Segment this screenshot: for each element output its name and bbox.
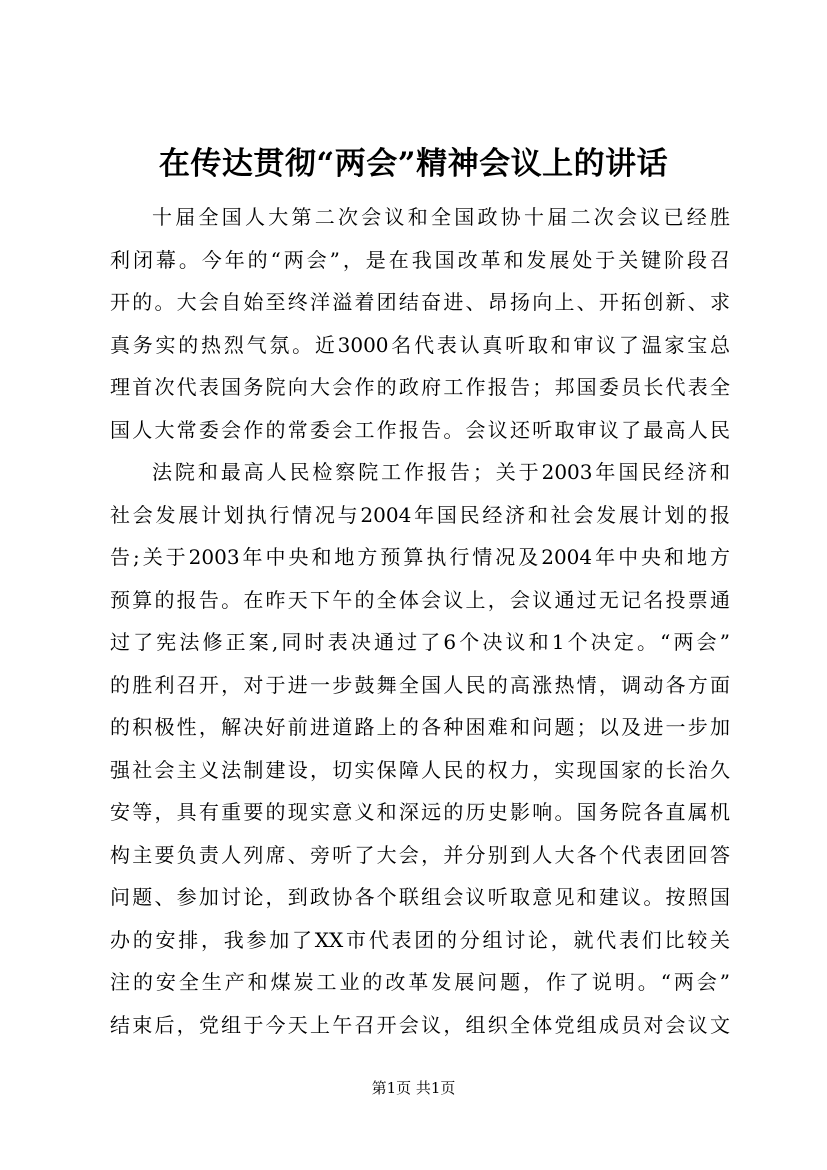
body-line: 结束后，党组于今天上午召开会议，组织全体党组成员对会议文 <box>110 1012 730 1037</box>
body-line: 办的安排，我参加了XX市代表团的分组讨论，就代表们比较关 <box>110 927 730 952</box>
body-line: 预算的报告。在昨天下午的全体会议上，会议通过无记名投票通 <box>110 587 730 612</box>
body-line: 的胜利召开，对于进一步鼓舞全国人民的高涨热情，调动各方面 <box>110 672 730 697</box>
body-line: 问题、参加讨论，到政协各个联组会议听取意见和建议。按照国 <box>110 885 730 909</box>
body-line: 法院和最高人民检察院工作报告；关于2003年国民经济和 <box>152 460 730 484</box>
body-line: 十届全国人大第二次会议和全国政协十届二次会议已经胜 <box>152 205 730 229</box>
body-line: 社会发展计划执行情况与2004年国民经济和社会发展计划的报 <box>110 502 730 527</box>
body-line: 强社会主义法制建设，切实保障人民的权力，实现国家的长治久 <box>110 757 730 782</box>
body-line: 真务实的热烈气氛。近3000名代表认真听取和审议了温家宝总 <box>110 332 730 357</box>
body-line: 理首次代表国务院向大会作的政府工作报告；邦国委员长代表全 <box>110 375 730 399</box>
body-line: 的积极性，解决好前进道路上的各种困难和问题；以及进一步加 <box>110 715 730 739</box>
body-line: 利闭幕。今年的“两会”，是在我国改革和发展处于关键阶段召 <box>110 247 730 272</box>
document-body <box>110 196 730 1046</box>
body-line: 国人大常委会作的常委会工作报告。会议还听取审议了最高人民 <box>110 417 730 442</box>
body-line: 开的。大会自始至终洋溢着团结奋进、昂扬向上、开拓创新、求 <box>110 290 730 314</box>
document-title: 在传达贯彻“两会”精神会议上的讲话 <box>158 146 669 182</box>
body-line: 构主要负责人列席、旁听了大会，并分别到人大各个代表团回答 <box>110 842 730 867</box>
body-line: 安等，具有重要的现实意义和深远的历史影响。国务院各直属机 <box>110 800 730 824</box>
body-line: 注的安全生产和煤炭工业的改革发展问题，作了说明。“两会” <box>110 970 730 994</box>
page-footer: 第1页 共1页 <box>371 1079 456 1097</box>
body-line: 过了宪法修正案,同时表决通过了6个决议和1个决定。“两会” <box>110 630 730 654</box>
body-line: 告;关于2003年中央和地方预算执行情况及2004年中央和地方 <box>110 545 730 569</box>
